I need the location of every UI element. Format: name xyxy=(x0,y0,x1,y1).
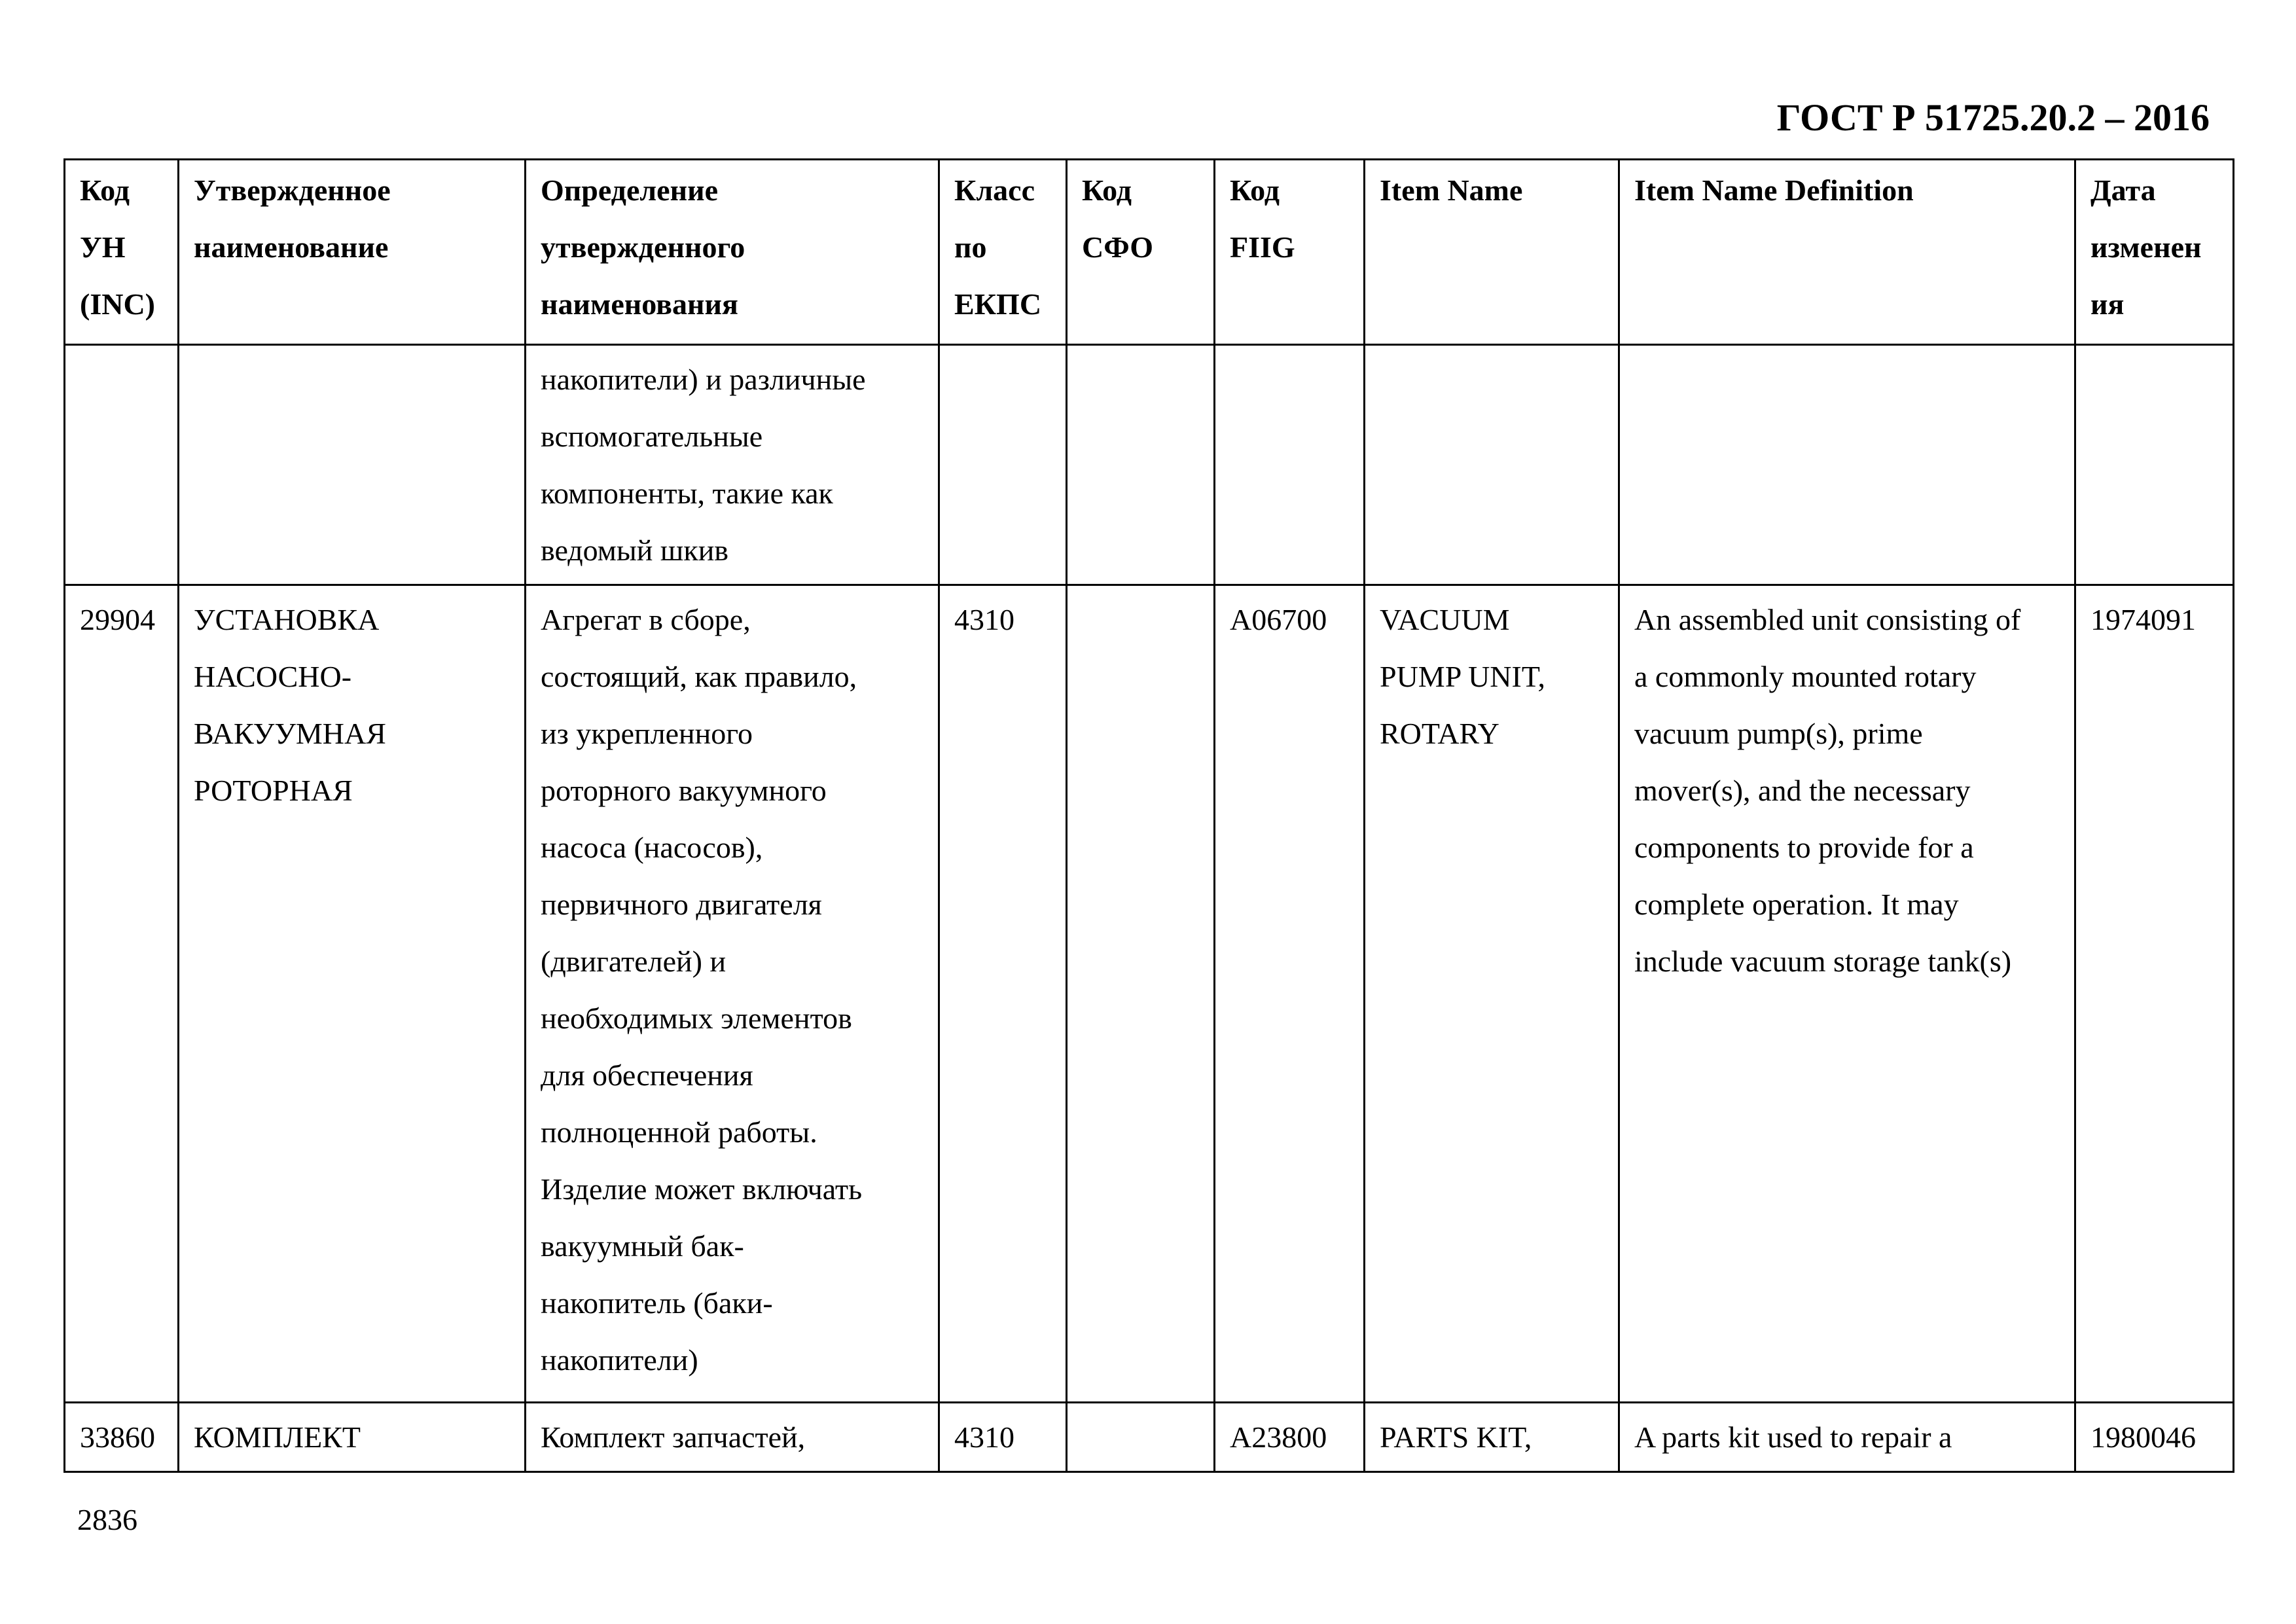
header-text-line: утвержденного xyxy=(541,230,745,264)
cell-text-line: вакуумный бак- xyxy=(541,1229,744,1263)
cell-text-line: накопители) и различные xyxy=(541,363,866,396)
document-code: ГОСТ Р 51725.20.2 – 2016 xyxy=(1776,96,2210,139)
cell-text-line: первичного двигателя xyxy=(541,888,822,921)
cell-item-name xyxy=(1365,345,1619,585)
header-text-line: FIIG xyxy=(1230,230,1295,264)
col-header-sfo xyxy=(1067,160,1215,345)
header-text-line: УН xyxy=(80,230,126,264)
header-text-line: Определение xyxy=(541,173,719,207)
col-header-class xyxy=(939,160,1067,345)
cell-text-line: vacuum pump(s), prime xyxy=(1634,717,1923,750)
cell-date: 1974091 xyxy=(2075,585,2234,1403)
cell-text-line: Комплект запчастей, xyxy=(541,1420,806,1454)
cell-text-line: состоящий, как правило, xyxy=(541,660,857,693)
cell-text-line: накопитель (баки- xyxy=(541,1286,773,1320)
cell-inc: 33860 xyxy=(65,1403,179,1472)
cell-text-line: для обеспечения xyxy=(541,1058,753,1092)
cell-text-line: PUMP UNIT, xyxy=(1380,660,1546,693)
table-header-row xyxy=(65,160,2234,345)
cell-inc: 29904 xyxy=(65,585,179,1403)
cell-text-line: complete operation. It may xyxy=(1634,888,1959,921)
cell-text-line: КОМПЛЕКТ xyxy=(194,1420,361,1454)
header-text-line: Код xyxy=(1230,173,1280,207)
cell-text-line: (двигателей) и xyxy=(541,945,726,978)
cell-item-name xyxy=(1365,1403,1619,1472)
cell-sfo xyxy=(1067,1403,1215,1472)
cell-fiig xyxy=(1215,345,1365,585)
col-header-date xyxy=(2075,160,2234,345)
cell-text-line: Агрегат в сборе, xyxy=(541,603,751,636)
cell-inc xyxy=(65,345,179,585)
header-text-line: наименования xyxy=(541,287,738,321)
col-header-fiig xyxy=(1215,160,1365,345)
col-header-definition xyxy=(526,160,939,345)
cell-name xyxy=(179,345,526,585)
cell-text-line: A parts kit used to repair a xyxy=(1634,1420,1952,1454)
cell-fiig: A23800 xyxy=(1215,1403,1365,1472)
header-text-line: (INC) xyxy=(80,287,155,321)
header-text-line: Дата xyxy=(2090,173,2156,207)
cell-fiig: A06700 xyxy=(1215,585,1365,1403)
cell-text-line: ВАКУУМНАЯ xyxy=(194,717,386,750)
table-row xyxy=(65,1403,2234,1472)
cell-text-line: накопители) xyxy=(541,1343,698,1377)
cell-text-line: необходимых элементов xyxy=(541,1001,852,1035)
cell-sfo xyxy=(1067,345,1215,585)
cell-text-line: ведомый шкив xyxy=(541,533,729,567)
col-header-inc xyxy=(65,160,179,345)
cell-class xyxy=(939,345,1067,585)
cell-text-line: НАСОСНО- xyxy=(194,660,352,693)
cell-item-definition xyxy=(1619,1403,2075,1472)
cell-date: 1980046 xyxy=(2075,1403,2234,1472)
col-header-item-definition xyxy=(1619,160,2075,345)
cell-text-line: компоненты, такие как xyxy=(541,477,833,510)
cell-item-definition xyxy=(1619,345,2075,585)
cell-text-line: насоса (насосов), xyxy=(541,831,763,864)
cell-item-definition xyxy=(1619,585,2075,1403)
header-text-line: СФО xyxy=(1082,230,1154,264)
cell-text-line: роторного вакуумного xyxy=(541,774,827,807)
header-text-line: Код xyxy=(80,173,130,207)
header-text-line: по xyxy=(954,230,987,264)
item-names-table xyxy=(63,158,2234,1473)
table-row xyxy=(65,585,2234,1403)
header-text-line: Класс xyxy=(954,173,1035,207)
cell-text-line: ROTARY xyxy=(1380,717,1499,750)
cell-text-line: Изделие может включать xyxy=(541,1172,863,1206)
cell-name xyxy=(179,585,526,1403)
header-text-line: Код xyxy=(1082,173,1132,207)
table-row xyxy=(65,345,2234,585)
cell-text-line: из укрепленного xyxy=(541,717,753,750)
cell-text-line: вспомогательные xyxy=(541,420,763,453)
cell-definition xyxy=(526,345,939,585)
page-number: 2836 xyxy=(77,1503,137,1536)
cell-text-line: УСТАНОВКА xyxy=(194,603,380,636)
cell-text-line: An assembled unit consisting of xyxy=(1634,603,2021,636)
cell-name xyxy=(179,1403,526,1472)
col-header-name xyxy=(179,160,526,345)
cell-text-line: VACUUM xyxy=(1380,603,1510,636)
header-text-line: наименование xyxy=(194,230,389,264)
cell-definition xyxy=(526,585,939,1403)
header-text-line: изменен xyxy=(2090,230,2202,264)
cell-date xyxy=(2075,345,2234,585)
cell-text-line: PARTS KIT, xyxy=(1380,1420,1532,1454)
cell-item-name xyxy=(1365,585,1619,1403)
cell-definition xyxy=(526,1403,939,1472)
cell-class: 4310 xyxy=(939,585,1067,1403)
cell-text-line: include vacuum storage tank(s) xyxy=(1634,945,2012,978)
header-text-line: ЕКПС xyxy=(954,287,1042,321)
cell-sfo xyxy=(1067,585,1215,1403)
cell-class: 4310 xyxy=(939,1403,1067,1472)
cell-text-line: РОТОРНАЯ xyxy=(194,774,353,807)
header-text-line: Утвержденное xyxy=(194,173,391,207)
header-text-line: ия xyxy=(2090,287,2125,321)
header-text-line: Item Name Definition xyxy=(1634,173,1914,207)
cell-text-line: mover(s), and the necessary xyxy=(1634,774,1971,807)
col-header-item-name xyxy=(1365,160,1619,345)
cell-text-line: components to provide for a xyxy=(1634,831,1974,864)
cell-text-line: полноценной работы. xyxy=(541,1115,817,1149)
header-text-line: Item Name xyxy=(1380,173,1523,207)
cell-text-line: a commonly mounted rotary xyxy=(1634,660,1977,693)
